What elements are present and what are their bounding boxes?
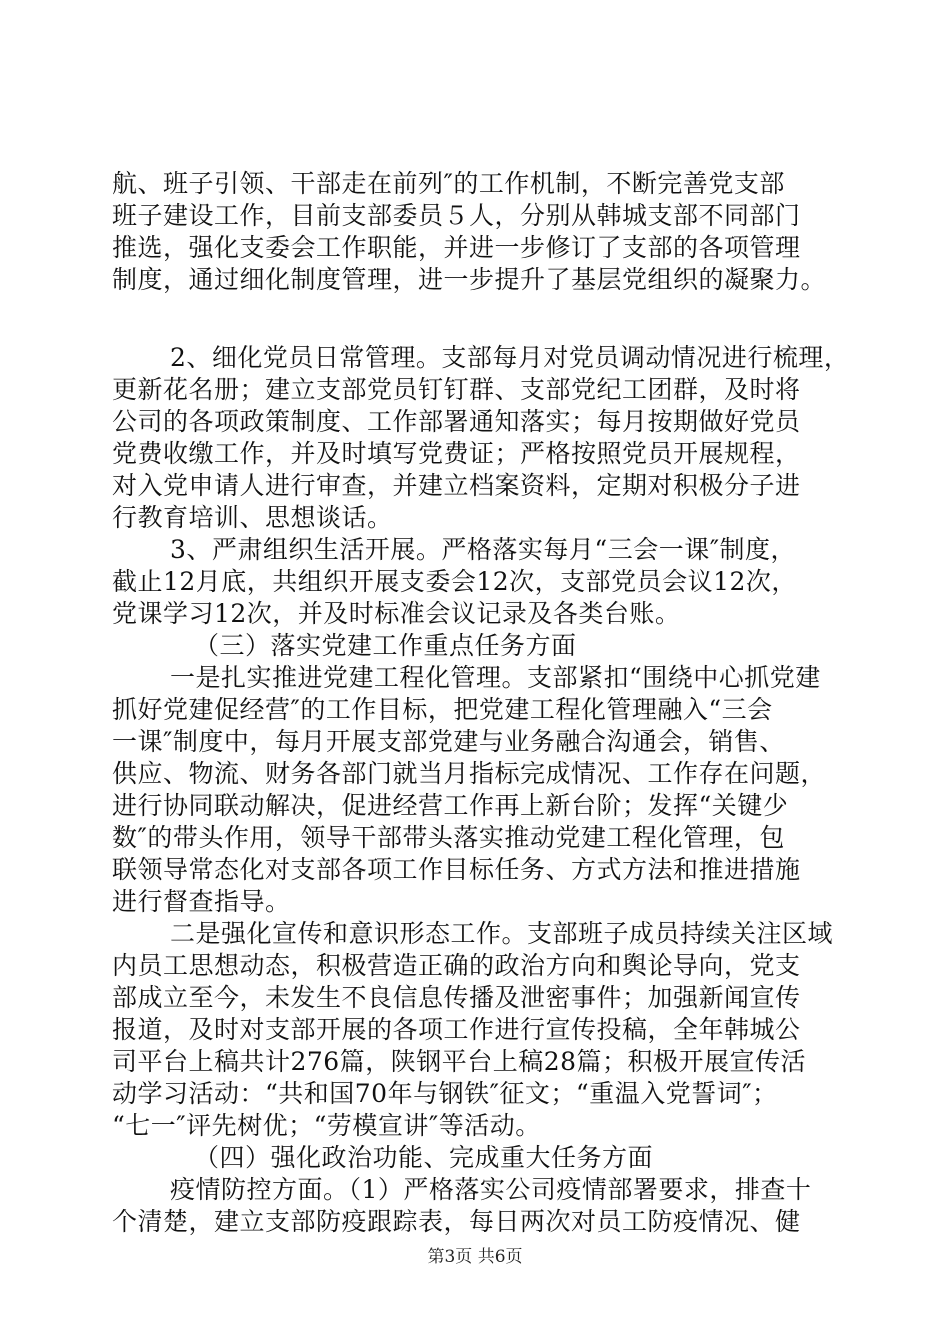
text-line: 公司的各项政策制度、工作部署通知落实；每月按期做好党员 [112,407,801,436]
text-line: 疫情防控方面。（1）严格落实公司疫情部署要求，排查十 [170,1175,812,1204]
text-line: 党费收缴工作，并及时填写党费证；严格按照党员开展规程， [112,439,801,468]
section-heading: （三）落实党建工作重点任务方面 [194,631,577,660]
text-line: 党课学习12次，并及时标准会议记录及各类台账。 [112,599,681,628]
text-line: 2、细化党员日常管理。支部每月对党员调动情况进行梳理， [170,343,850,372]
text-line: 班子建设工作，目前支部委员５人，分别从韩城支部不同部门 [112,201,801,230]
page-footer: 第3页 共6页 [427,1247,523,1267]
document-body [112,168,852,1238]
text-line: 数″的带头作用，领导干部带头落实推动党建工程化管理，包 [112,823,785,852]
text-line: 报道，及时对支部开展的各项工作进行宣传投稿，全年韩城公 [112,1015,801,1044]
text-line: 3、严肃组织生活开展。严格落实每月“三会一课″制度， [170,535,797,564]
text-line: 供应、物流、财务各部门就当月指标完成情况、工作存在问题， [112,759,827,788]
text-line: 对入党申请人进行审查，并建立档案资料，定期对积极分子进 [112,471,801,500]
text-line: 抓好党建促经营″的工作目标，把党建工程化管理融入“三会 [112,695,773,724]
paragraph-gap [112,296,852,342]
section-heading: （四）强化政治功能、完成重大任务方面 [194,1143,654,1172]
text-line: 行教育培训、思想谈话。 [112,503,393,532]
text-line: 联领导常态化对支部各项工作目标任务、方式方法和推进措施 [112,855,801,884]
text-line: 进行协同联动解决，促进经营工作再上新台阶；发挥“关键少 [112,791,789,820]
text-line: 航、班子引领、干部走在前列″的工作机制，不断完善党支部 [112,169,785,198]
text-line: 截止12月底，共组织开展支委会12次，支部党员会议12次， [112,567,797,596]
text-line: 二是强化宣传和意识形态工作。支部班子成员持续关注区域 [170,919,834,948]
text-line: “七一″评先树优；“劳模宣讲″等活动。 [112,1111,541,1140]
text-line: 制度，通过细化制度管理，进一步提升了基层党组织的凝聚力。 [112,265,827,294]
text-line: 内员工思想动态，积极营造正确的政治方向和舆论导向，党支 [112,951,801,980]
text-line: 司平台上稿共计276篇，陕钢平台上稿28篇；积极开展宣传活 [112,1047,807,1076]
text-line: 一课″制度中，每月开展支部党建与业务融合沟通会，销售、 [112,727,785,756]
text-line: 动学习活动：“共和国70年与钢铁″征文；“重温入党誓词″； [112,1079,778,1108]
text-line: 推选，强化支委会工作职能，并进一步修订了支部的各项管理 [112,233,801,262]
text-line: 个清楚，建立支部防疫跟踪表，每日两次对员工防疫情况、健 [112,1207,801,1236]
text-line: 进行督查指导。 [112,887,291,916]
text-line: 部成立至今，未发生不良信息传播及泄密事件；加强新闻宣传 [112,983,801,1012]
text-line: 更新花名册；建立支部党员钉钉群、支部党纪工团群，及时将 [112,375,801,404]
text-line: 一是扎实推进党建工程化管理。支部紧扣“围绕中心抓党建 [170,663,821,692]
